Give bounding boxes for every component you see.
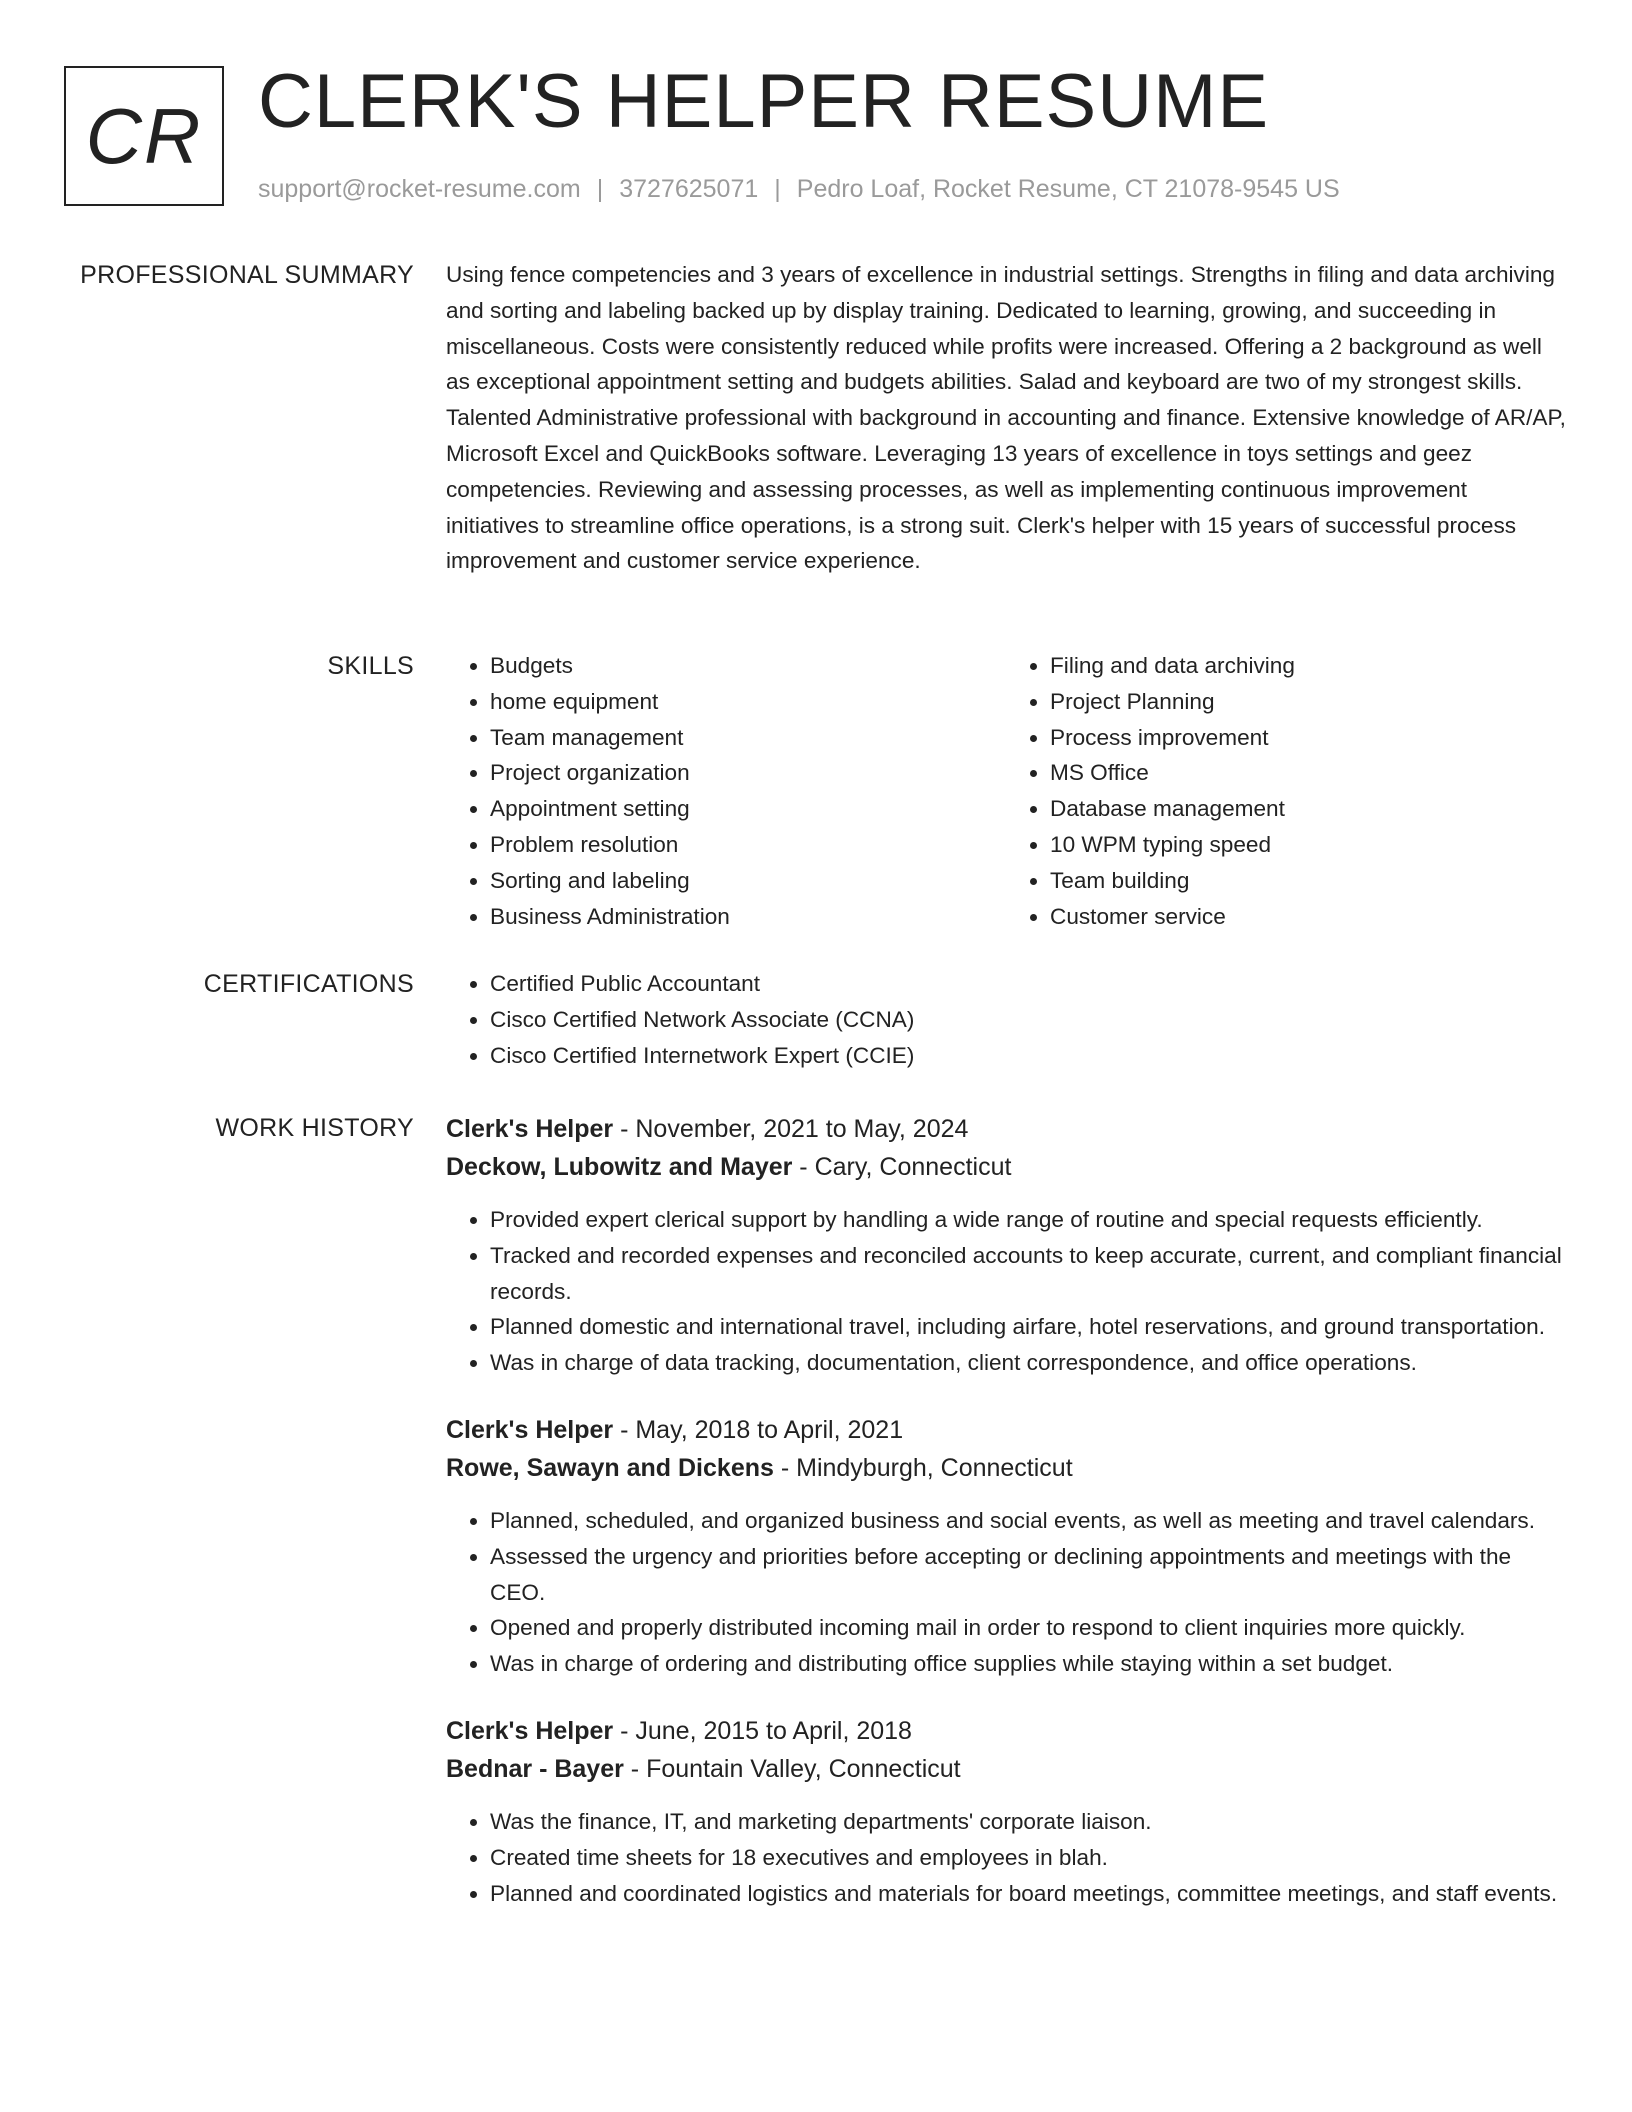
- skills-list-left: [446, 648, 1006, 934]
- job-entry: [446, 1110, 1566, 1381]
- skill-item: • Problem resolution: [490, 827, 1006, 863]
- job-company: Rowe, Sawayn and Dickens: [446, 1453, 774, 1482]
- certification-item: • Cisco Certified Internetwork Expert (CCIE): [490, 1038, 1566, 1074]
- job-company-line: [446, 1750, 1566, 1788]
- contact-email: support@rocket-resume.com: [258, 175, 581, 203]
- skill-item: • 10 WPM typing speed: [1050, 827, 1566, 863]
- job-bullets: [446, 1202, 1566, 1381]
- skill-item: • Database management: [1050, 791, 1566, 827]
- skill-item: • Budgets: [490, 648, 1006, 684]
- skill-item: • Team building: [1050, 863, 1566, 899]
- skill-item: • Project Planning: [1050, 684, 1566, 720]
- job-dates: - November, 2021 to May, 2024: [613, 1115, 969, 1143]
- job-bullet: • Was in charge of ordering and distributing office supplies while staying within a set budget.: [490, 1646, 1566, 1682]
- job-bullet: • Created time sheets for 18 executives and employees in blah.: [490, 1840, 1566, 1876]
- job-location: - Cary, Connecticut: [792, 1153, 1012, 1181]
- job-bullet: • Provided expert clerical support by handling a wide range of routine and special requests efficiently.: [490, 1202, 1566, 1238]
- summary-heading: PROFESSIONAL SUMMARY: [80, 261, 414, 289]
- resume-title: CLERK'S HELPER RESUME: [258, 59, 1270, 144]
- contact-line: [258, 175, 1340, 204]
- skill-item: • Team management: [490, 720, 1006, 756]
- job-title: Clerk's Helper: [446, 1115, 614, 1143]
- skill-item: • Customer service: [1050, 899, 1566, 935]
- contact-separator: |: [596, 175, 604, 203]
- skill-item: • Business Administration: [490, 899, 1006, 935]
- summary-body: [446, 257, 1566, 579]
- job-title-line: [446, 1110, 1566, 1148]
- job-bullets: [446, 1503, 1566, 1682]
- contact-separator: |: [774, 175, 781, 203]
- skills-body: [446, 648, 1566, 934]
- job-title: Clerk's Helper: [446, 1415, 614, 1444]
- certifications-body: [446, 966, 1566, 1073]
- job-company: Deckow, Lubowitz and Mayer: [446, 1153, 793, 1181]
- job-bullet: • Was the finance, IT, and marketing departments' corporate liaison.: [490, 1804, 1566, 1840]
- job-bullet: • Was in charge of data tracking, documentation, client correspondence, and office operations.: [490, 1345, 1566, 1381]
- job-company-line: [446, 1449, 1566, 1487]
- summary-text: Using fence competencies and 3 years of excellence in industrial settings. Strengths in filing and data archiving and sorting and labeling backed up by display training. Dedicated to learning, growing, and succeeding in miscellaneous. Costs were consistently reduced while profits were increased. Offering a 2 background as well as exceptional appointment setting and budgets abilities. Salad and keyboard are two of my strongest skills. Talented Administrative professional with background in accounting and finance. Extensive knowledge of AR/AP, Microsoft Excel and QuickBooks software. Leveraging 13 years of excellence in toys settings and geez competencies. Reviewing and assessing processes, as well as implementing continuous improvement initiatives to streamline office operations, is a strong suit. Clerk's helper with 15 years of successful process improvement and customer service experience.: [446, 262, 1566, 574]
- job-company: Bednar - Bayer: [446, 1754, 624, 1783]
- job-bullet: • Planned and coordinated logistics and materials for board meetings, committee meetings, and staff events.: [490, 1876, 1566, 1912]
- skill-item: • Filing and data archiving: [1050, 648, 1566, 684]
- work-history-heading: WORK HISTORY: [215, 1114, 414, 1142]
- job-dates: - June, 2015 to April, 2018: [613, 1716, 912, 1745]
- job-title-line: [446, 1712, 1566, 1750]
- skill-item: • Sorting and labeling: [490, 863, 1006, 899]
- skills-list-right: [1006, 648, 1566, 934]
- skill-item: • Appointment setting: [490, 791, 1006, 827]
- monogram-initials: CR: [85, 91, 203, 180]
- job-company-line: [446, 1148, 1566, 1186]
- skills-heading: SKILLS: [327, 652, 414, 680]
- monogram-badge: [64, 66, 224, 206]
- job-title: Clerk's Helper: [446, 1716, 614, 1745]
- job-bullet: • Planned, scheduled, and organized business and social events, as well as meeting and travel calendars.: [490, 1503, 1566, 1539]
- contact-address: Pedro Loaf, Rocket Resume, CT 21078-9545 US: [796, 175, 1340, 203]
- job-bullet: • Assessed the urgency and priorities before accepting or declining appointments and meetings with the CEO.: [490, 1539, 1566, 1611]
- certification-item: • Certified Public Accountant: [490, 966, 1566, 1002]
- work-history-body: [446, 1110, 1566, 1941]
- job-bullet: • Tracked and recorded expenses and reconciled accounts to keep accurate, current, and compliant financial records.: [490, 1238, 1566, 1310]
- skill-item: • Process improvement: [1050, 720, 1566, 756]
- job-entry: [446, 1411, 1566, 1682]
- job-bullet: • Opened and properly distributed incoming mail in order to respond to client inquiries more quickly.: [490, 1610, 1566, 1646]
- certification-item: • Cisco Certified Network Associate (CCNA): [490, 1002, 1566, 1038]
- job-bullet: • Planned domestic and international travel, including airfare, hotel reservations, and ground transportation.: [490, 1309, 1566, 1345]
- job-location: - Mindyburgh, Connecticut: [773, 1453, 1073, 1482]
- skill-item: • MS Office: [1050, 755, 1566, 791]
- job-entry: [446, 1712, 1566, 1911]
- job-bullets: [446, 1804, 1566, 1911]
- skill-item: • home equipment: [490, 684, 1006, 720]
- job-location: - Fountain Valley, Connecticut: [623, 1754, 961, 1783]
- job-dates: - May, 2018 to April, 2021: [613, 1415, 904, 1444]
- job-title-line: [446, 1411, 1566, 1449]
- contact-phone: 3727625071: [619, 175, 759, 203]
- skill-item: • Project organization: [490, 755, 1006, 791]
- certifications-heading: CERTIFICATIONS: [203, 970, 414, 998]
- certifications-list: [446, 966, 1566, 1073]
